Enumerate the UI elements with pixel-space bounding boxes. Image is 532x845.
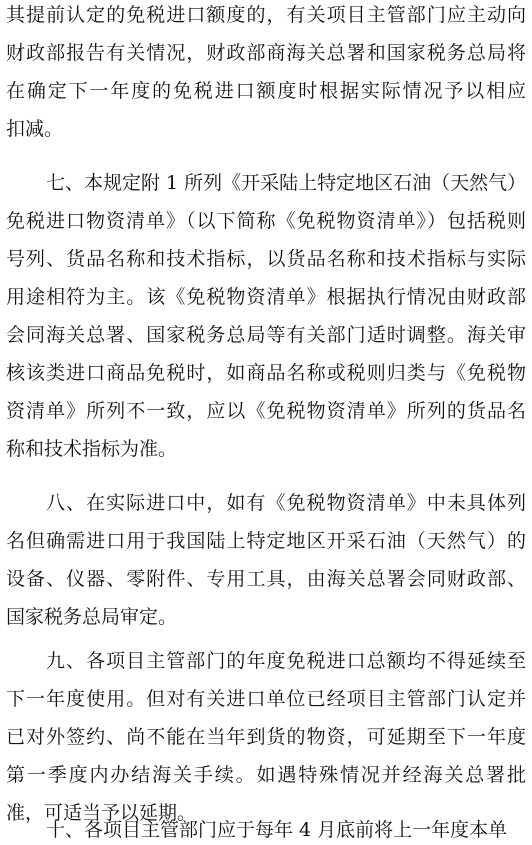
text-line: 在确定下一年度的免税进口额度时根据实际情况予以相应 (6, 80, 526, 102)
text-line: 十、各项目主管部门应于每年 4 月底前将上一年度本单 (46, 819, 508, 841)
text-line: 准，可适当予以延期。 (6, 802, 197, 824)
text-line: 会同海关总署、国家税务总局等有关部门适时调整。海关审 (6, 324, 526, 346)
text-line: 其提前认定的免税进口额度的，有关项目主管部门应主动向 (6, 4, 526, 26)
text-line: 号列、货品名称和技术指标，以货品名称和技术指标与实际 (6, 248, 526, 270)
text-line: 七、本规定附 1 所列《开采陆上特定地区石油（天然气） (46, 172, 527, 194)
text-line: 核该类进口商品免税时，如商品名称或税则归类与《免税物 (6, 362, 526, 384)
text-line: 资清单》所列不一致，应以《免税物资清单》所列的货品名 (6, 400, 526, 422)
text-line: 名但确需进口用于我国陆上特定地区开采石油（天然气）的 (6, 530, 526, 552)
text-line: 国家税务总局审定。 (6, 606, 178, 628)
text-line: 扣减。 (6, 118, 64, 140)
text-line: 用途相符为主。该《免税物资清单》根据执行情况由财政部 (6, 286, 526, 308)
text-line: 免税进口物资清单》（以下简称《免税物资清单》）包括税则 (6, 210, 526, 232)
text-line: 九、各项目主管部门的年度免税进口总额均不得延续至 (46, 650, 526, 672)
text-line: 设备、仪器、零附件、专用工具，由海关总署会同财政部、 (6, 568, 526, 590)
text-line: 已对外签约、尚不能在当年到货的物资，可延期至下一年度 (6, 726, 526, 748)
text-line: 称和技术指标为准。 (6, 438, 178, 460)
text-line: 下一年度使用。但对有关进口单位已经项目主管部门认定并 (6, 688, 526, 710)
text-line: 第一季度内办结海关手续。如遇特殊情况并经海关总署批 (6, 764, 526, 786)
text-line: 财政部报告有关情况，财政部商海关总署和国家税务总局将 (6, 42, 526, 64)
text-line: 八、在实际进口中，如有《免税物资清单》中未具体列 (46, 492, 526, 514)
